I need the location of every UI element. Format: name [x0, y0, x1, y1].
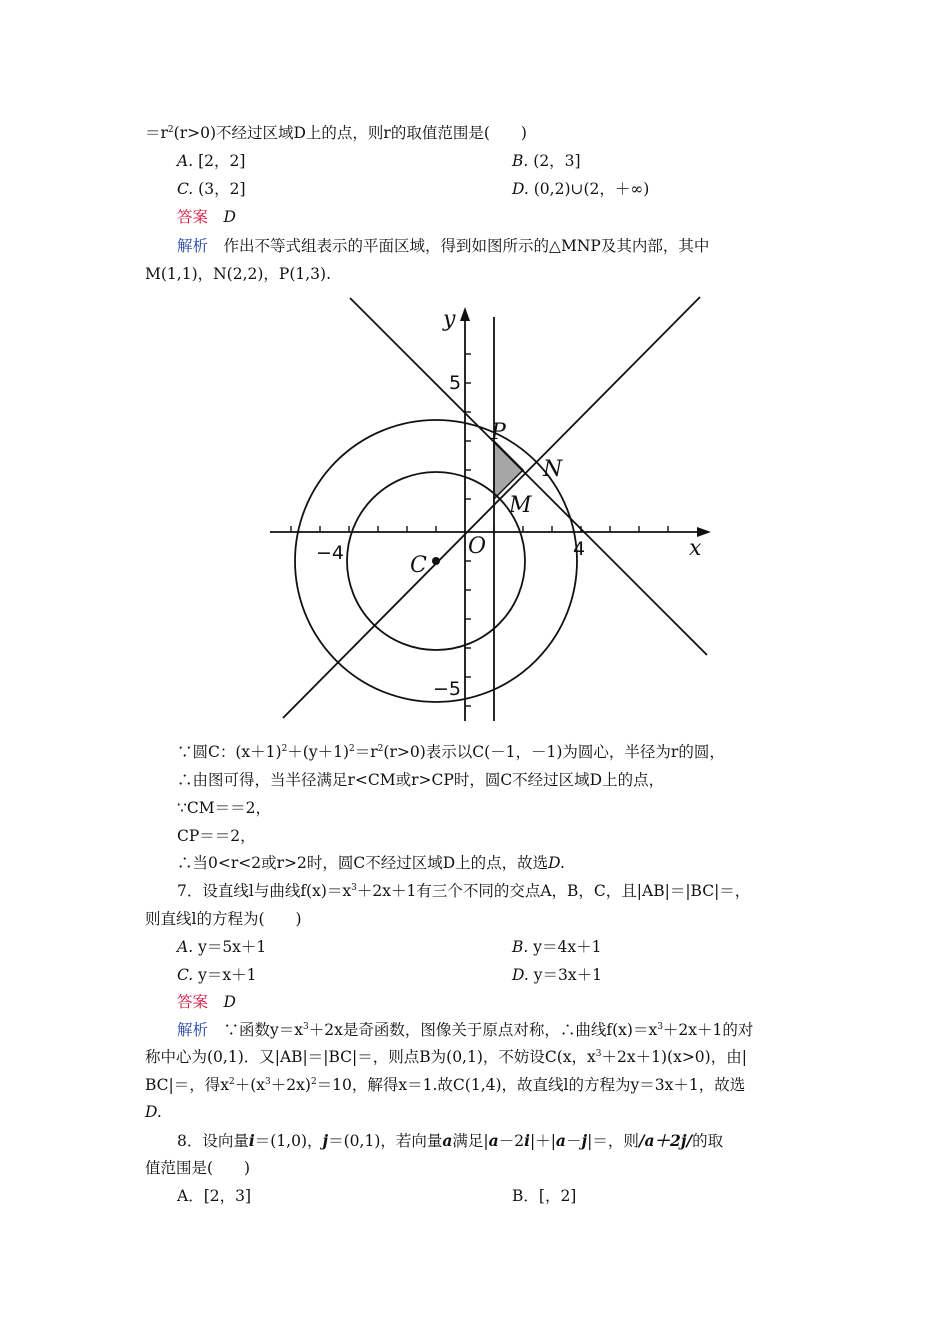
q8-stem-line2: 值范围是( ): [145, 1159, 251, 1177]
x-axis-label: x: [689, 536, 702, 561]
q6-option-a: A. [2，2]: [177, 152, 246, 170]
coordinate-figure: [265, 293, 720, 725]
q7-answer: 答案 D: [177, 993, 236, 1011]
line-x-plus-y-equals-4: [350, 298, 707, 655]
y-axis-label: y: [443, 307, 456, 332]
q6-solution-line2: ∴由图可得，当半径满足r<CM或r>CP时，圆C不经过区域D上的点，: [177, 771, 665, 789]
x-axis-ticks: [291, 526, 668, 532]
q7-option-d: D. y＝3x＋1: [512, 966, 602, 984]
q7-analysis-line3: BC|＝，得$x^2+(x^3+2x)^2=10$，解得x＝1.故C(1,4)，故直线l的方程为y＝3x＋1，故选: [145, 1076, 746, 1094]
q6-option-d: D. (0,2)∪(2，＋∞): [512, 180, 650, 198]
tick-label-neg4: −4: [316, 542, 345, 564]
q6-solution-line5: ∴当0<r<2或r>2时，圆C不经过区域D上的点，故选D.: [177, 854, 565, 872]
origin-label: O: [468, 534, 487, 559]
point-label-p: P: [491, 420, 506, 445]
point-label-m: M: [509, 493, 532, 518]
q7-stem-line2: 则直线l的方程为( ): [145, 910, 302, 928]
point-label-c: C: [410, 553, 427, 578]
q6-stem-tail: $=r^2(r>0)$不经过区域D上的点，则r的取值范围是( ): [145, 124, 527, 142]
q6-solution-line3: ∵CM＝＝2，: [177, 799, 271, 817]
point-label-n: N: [543, 457, 563, 482]
tick-label-neg5: −5: [433, 678, 462, 700]
q8-option-a: A．[2，3]: [177, 1187, 252, 1205]
q7-analysis-line2: 称中心为(0,1)．又|AB|＝|BC|＝，则点B为(0,1)，不妨设C(x，$x^3+2x+1)(x>0)$，由|: [145, 1048, 747, 1066]
q7-option-b: B. y＝4x＋1: [512, 938, 602, 956]
q6-option-b: B. (2，3]: [512, 152, 581, 170]
line-y-equals-x: [283, 297, 700, 718]
q7-stem-line1: 7．设直线l与曲线$f(x)=x^3+2x+1$有三个不同的交点A，B，C，且|AB|＝|BC|＝，: [177, 882, 751, 900]
q6-answer: 答案 D: [177, 208, 236, 226]
q6-option-c: C. (3，2]: [177, 180, 246, 198]
q6-analysis-line2: M(1,1)，N(2,2)，P(1,3).: [145, 265, 332, 283]
q6-solution-line4: CP＝＝2，: [177, 827, 256, 845]
q8-stem-line1: 8．设向量i＝(1,0)，j＝(0,1)，若向量a满足|a－2i|＋|a－j|＝，则/a＋2j/的取: [177, 1131, 724, 1150]
q7-analysis-line1: 解析 ∵函数$y=x^3+2x$是奇函数，图像关于原点对称，∴曲线$f(x)=x^3+2x+1$的对: [177, 1021, 754, 1039]
q6-analysis-line1: 解析 作出不等式组表示的平面区域，得到如图所示的△MNP及其内部，其中: [177, 237, 710, 255]
q7-option-c: C. y＝x＋1: [177, 966, 257, 984]
center-point-c: [432, 557, 440, 565]
q7-option-a: A. y＝5x＋1: [177, 938, 267, 956]
q7-analysis-line4: D.: [145, 1103, 162, 1121]
tick-label-5: 5: [449, 372, 462, 394]
tick-label-4: 4: [573, 538, 586, 560]
q6-solution-line1: ∵圆C：$(x+1)^2+(y+1)^2=r^2(r>0)$表示以C(－1，－1)为圆心，半径为r的圆，: [177, 743, 725, 761]
y-axis-arrow: [460, 307, 470, 321]
q8-option-b: B．[，2]: [512, 1187, 577, 1205]
